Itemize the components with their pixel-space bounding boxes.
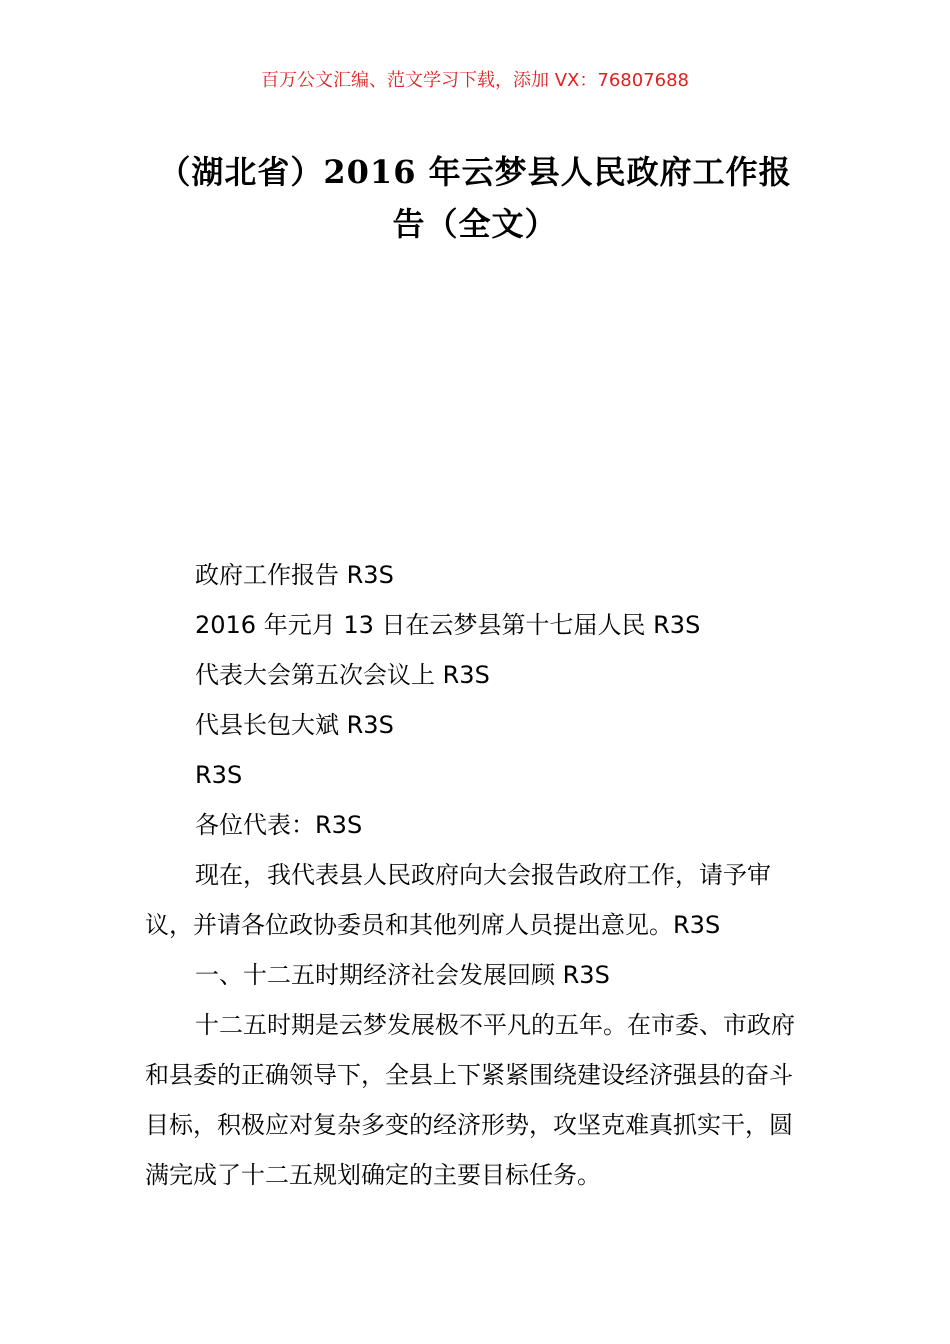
paragraph-salutation: 各位代表：R3S xyxy=(195,811,363,839)
paragraph-report-label: 政府工作报告 R3S xyxy=(195,561,394,589)
title-line-2: 告（全文） xyxy=(392,205,558,243)
header-banner: 百万公文汇编、范文学习下载，添加 VX：76807688 xyxy=(261,70,689,91)
title-line-1: （湖北省）2016 年云梦县人民政府工作报 xyxy=(158,153,792,191)
paragraph-marker: R3S xyxy=(195,761,243,789)
document-body xyxy=(145,550,810,1200)
document-title xyxy=(140,146,810,250)
paragraph-meeting: 代表大会第五次会议上 R3S xyxy=(195,661,490,689)
paragraph-speaker: 代县长包大斌 R3S xyxy=(195,711,394,739)
paragraph-intro: 现在，我代表县人民政府向大会报告政府工作，请予审议，并请各位政协委员和其他列席人员提出意见。R3S xyxy=(145,861,771,939)
paragraph-review: 十二五时期是云梦发展极不平凡的五年。在市委、市政府和县委的正确领导下，全县上下紧紧围绕建设经济强县的奋斗目标，积极应对复杂多变的经济形势，攻坚克难真抓实干，圆满完成了十二五规划确定的主要目标任务。 xyxy=(145,1011,795,1189)
paragraph-date: 2016 年元月 13 日在云梦县第十七届人民 R3S xyxy=(195,611,701,639)
section-heading-1: 一、十二五时期经济社会发展回顾 R3S xyxy=(195,961,610,989)
